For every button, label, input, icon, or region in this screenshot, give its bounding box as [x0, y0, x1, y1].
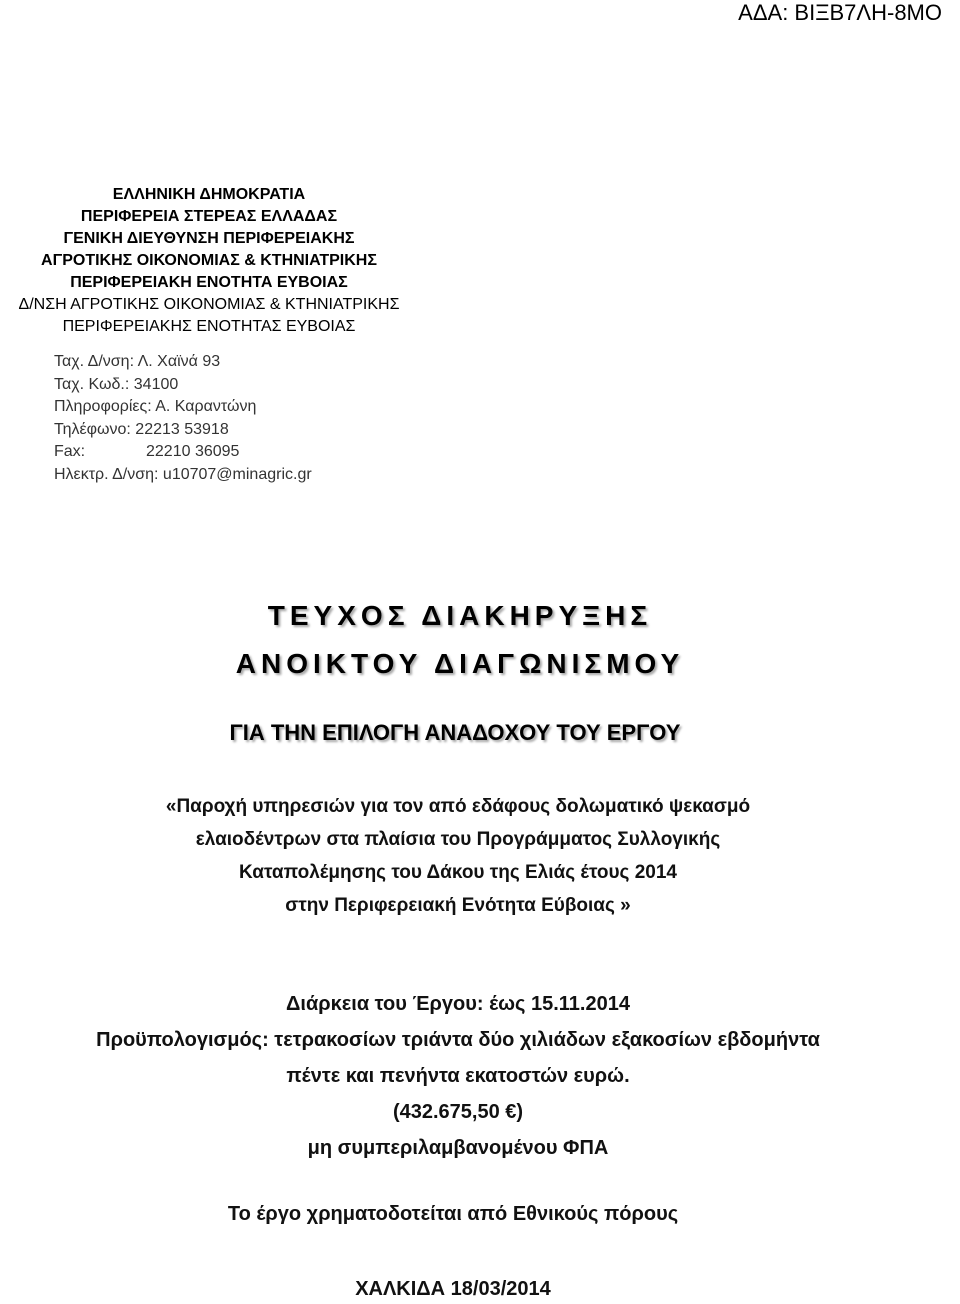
header-line: ΠΕΡΙΦΕΡΕΙΑΚΗΣ ΕΝΟΤΗΤΑΣ ΕΥΒΟΙΑΣ	[62, 318, 356, 335]
title-line-1: ΤΕΥΧΟΣ ΔΙΑΚΗΡΥΞΗΣ	[267, 600, 653, 631]
issuing-authority-header	[0, 184, 418, 338]
ada-code: ΑΔΑ: ΒΙΞΒ7ΛΗ-8ΜΟ	[738, 0, 942, 25]
project-line: Καταπολέμησης του Δάκου της Ελιάς έτους 2014	[238, 862, 677, 883]
contact-phone: Τηλέφωνο: 22213 53918	[54, 420, 229, 438]
project-line: «Παροχή υπηρεσιών για τον από εδάφους δολωματικό ψεκασμό	[165, 796, 751, 817]
duration-text: Διάρκεια του Έργου: έως 15.11.2014	[286, 993, 630, 1015]
contact-address: Ταχ. Δ/νση: Λ. Χαϊνά 93	[54, 353, 221, 370]
header-line: ΓΕΝΙΚΗ ΔΙΕΥΘΥΝΣΗ ΠΕΡΙΦΕΡΕΙΑΚΗΣ	[63, 230, 355, 247]
funding-note: Το έργο χρηματοδοτείται από Εθνικούς πόρους	[227, 1203, 679, 1225]
budget-line-1: Προϋπολογισμός: τετρακοσίων τριάντα δύο χιλιάδων εξακοσίων εβδομήντα	[96, 1029, 820, 1051]
header-line: Δ/ΝΣΗ ΑΓΡΟΤΙΚΗΣ ΟΙΚΟΝΟΜΙΑΣ & ΚΤΗΝΙΑΤΡΙΚΗΣ	[18, 296, 400, 313]
document-title	[0, 592, 920, 688]
title-line-2: ΑΝΟΙΚΤΟΥ ΔΙΑΓΩΝΙΣΜΟΥ	[235, 648, 685, 679]
project-line: ελαιοδέντρων στα πλαίσια του Προγράμματος Συλλογικής	[195, 829, 721, 850]
contact-details	[54, 351, 312, 486]
budget-line-2: πέντε και πενήντα εκατοστών ευρώ.	[286, 1065, 630, 1087]
budget-amount: (432.675,50 €)	[392, 1101, 524, 1123]
contact-fax	[54, 441, 312, 464]
project-details	[0, 986, 916, 1166]
contact-email: Ηλεκτρ. Δ/νση: u10707@minagric.gr	[54, 465, 312, 483]
header-line: ΠΕΡΙΦΕΡΕΙΑ ΣΤΕΡΕΑΣ ΕΛΛΑΔΑΣ	[80, 208, 338, 225]
document-subtitle: ΓΙΑ ΤΗΝ ΕΠΙΛΟΓΗ ΑΝΑΔΟΧΟΥ ΤΟΥ ΕΡΓΟΥ	[229, 720, 681, 745]
place-date: ΧΑΛΚΙΔΑ 18/03/2014	[355, 1278, 551, 1300]
header-line: ΕΛΛΗΝΙΚΗ ΔΗΜΟΚΡΑΤΙΑ	[112, 186, 306, 203]
fax-value: 22210 36095	[146, 443, 240, 460]
header-line: ΠΕΡΙΦΕΡΕΙΑΚΗ ΕΝΟΤΗΤΑ ΕΥΒΟΙΑΣ	[70, 274, 348, 291]
header-line: ΑΓΡΟΤΙΚΗΣ ΟΙΚΟΝΟΜΙΑΣ & ΚΤΗΝΙΑΤΡΙΚΗΣ	[41, 252, 377, 269]
contact-info: Πληροφορίες: Α. Καραντώνη	[54, 398, 257, 415]
project-description	[0, 790, 916, 922]
vat-note: μη συμπεριλαμβανομένου ΦΠΑ	[307, 1137, 609, 1159]
contact-postal-code: Ταχ. Κωδ.: 34100	[54, 375, 179, 393]
fax-label: Fax:	[54, 443, 86, 460]
project-line: στην Περιφερειακή Ενότητα Εύβοιας »	[285, 895, 631, 916]
